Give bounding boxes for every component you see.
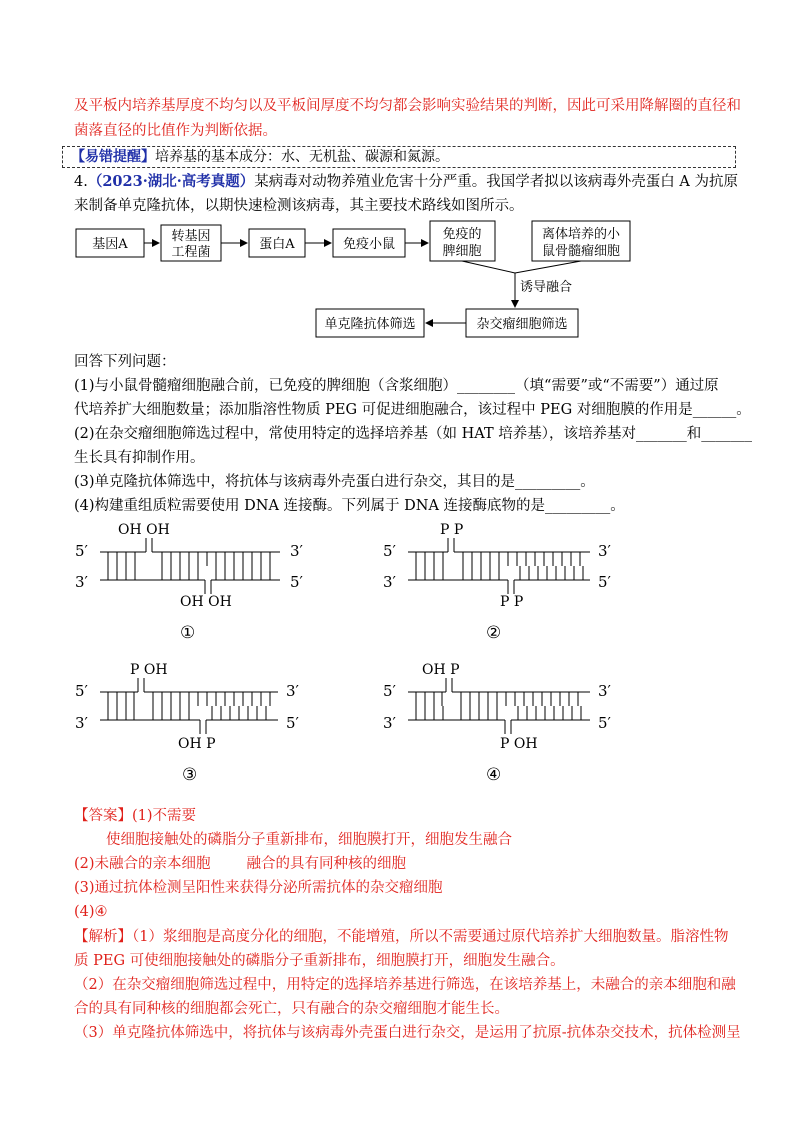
question-stem-1: 某病毒对动物养殖业危害十分严重。我国学者拟以该病毒外壳蛋白 A 为抗原 — [254, 174, 738, 190]
answer-2b: 融合的具有同种核的细胞 — [246, 856, 407, 872]
error-tip-text: 培养基的基本成分：水、无机盐、碳源和氮源。 — [155, 149, 449, 165]
label-engineered-2: 工程菌 — [171, 245, 211, 260]
analysis-1: （1）浆细胞是高度分化的细胞，不能增殖，所以不需要通过原代培养扩大细胞数量。脂溶性物 — [132, 929, 729, 945]
dna1-top-ends: OH OH — [118, 522, 170, 538]
question-prompt: 回答下列问题： — [74, 354, 176, 370]
question-2-line-2: 生长具有抑制作用。 — [74, 450, 205, 466]
analysis-line-4: 合的具有同种核的细胞都会死亡，只有融合的杂交瘤细胞才能生长。 — [74, 1001, 509, 1017]
label-induced-fusion: 诱导融合 — [520, 280, 573, 295]
question-2-line-1: (2)在杂交瘤细胞筛选过程中，常使用特定的选择培养基（如 HAT 培养基），该培养基对_______和_______ — [74, 426, 752, 442]
question-1-line-1: (1)与小鼠骨髓瘤细胞融合前，已免疫的脾细胞（含浆细胞）________（填“需要”或“不需要”）通过原 — [74, 378, 719, 394]
answer-tag: 【答案】 — [74, 808, 132, 824]
question-number: 4. — [74, 174, 88, 190]
dna-diagram-2 — [383, 522, 612, 643]
dna3-bottom-ends: OH P — [178, 736, 216, 752]
dna1-top-right-label: 3′ — [290, 542, 303, 560]
analysis-line-1 — [74, 927, 728, 947]
question-stem-line-1 — [74, 172, 738, 192]
dna3-bottom-right-label: 5′ — [286, 714, 299, 732]
dna2-bottom-right-label: 5′ — [598, 573, 611, 591]
label-spleen-2: 脾细胞 — [442, 244, 482, 259]
intro-line-2: 菌落直径的比值作为判断依据。 — [74, 123, 277, 139]
answer-2a: (2)未融合的亲本细胞 — [74, 856, 211, 872]
question-3: (3)单克隆抗体筛选中，将抗体与该病毒外壳蛋白进行杂交，其目的是_________。 — [74, 474, 595, 490]
question-1-line-2: 代培养扩大细胞数量；添加脂溶性物质 PEG 可促进细胞融合，该过程中 PEG 对细胞膜的作用是______。 — [74, 402, 751, 418]
dna4-top-ends: OH P — [422, 662, 460, 678]
dna4-top-left-label: 5′ — [383, 682, 396, 700]
label-myeloma-1: 离体培养的小 — [541, 227, 621, 242]
analysis-tag: 【解析】 — [74, 929, 132, 945]
label-engineered-1: 转基因 — [171, 229, 211, 244]
answer-1b: 使细胞接触处的磷脂分子重新排布，细胞膜打开，细胞发生融合 — [106, 832, 512, 848]
dna4-base-pair-ticks — [416, 692, 581, 720]
dna3-top-left-label: 5′ — [75, 682, 88, 700]
answer-line-2 — [74, 854, 406, 874]
dna-diagram-1 — [75, 522, 304, 643]
label-immunized-mouse: 免疫小鼠 — [342, 237, 396, 252]
dna3-top-ends: P OH — [130, 662, 168, 678]
dna2-option-number: ② — [486, 623, 502, 643]
question-source: （2023·湖北·高考真题） — [87, 173, 255, 190]
dna1-bottom-ends: OH OH — [180, 594, 232, 610]
answer-4: (4)④ — [74, 904, 108, 920]
dna4-bottom-ends: P OH — [500, 736, 538, 752]
label-mab: 单克隆抗体筛选 — [324, 317, 416, 332]
dna3-bottom-left-label: 3′ — [75, 714, 88, 732]
dna4-option-number: ④ — [486, 765, 502, 785]
dna4-top-right-label: 3′ — [598, 682, 611, 700]
answer-1: (1)不需要 — [132, 808, 197, 824]
error-tip-content — [71, 148, 449, 166]
dna3-option-number: ③ — [182, 765, 198, 785]
label-spleen-1: 免疫的 — [442, 227, 482, 242]
dna2-base-pair-ticks — [416, 552, 583, 580]
dna2-top-left-label: 5′ — [383, 542, 396, 560]
flowchart-diagram — [0, 215, 800, 345]
dna-diagram-3 — [75, 662, 300, 785]
dna-options-diagram — [0, 510, 800, 800]
analysis-line-2: 质 PEG 可使细胞接触处的磷脂分子重新排布，细胞膜打开，细胞发生融合。 — [74, 953, 565, 969]
question-4: (4)构建重组质粒需要使用 DNA 连接酶。下列属于 DNA 连接酶底物的是_________。 — [74, 498, 625, 514]
dna2-top-ends: P P — [440, 522, 464, 538]
dna1-bottom-left-label: 3′ — [75, 573, 88, 591]
dna1-option-number: ① — [180, 623, 196, 643]
dna1-base-pair-ticks — [108, 552, 270, 580]
label-myeloma-2: 鼠骨髓瘤细胞 — [541, 244, 621, 259]
dna3-top-right-label: 3′ — [286, 682, 299, 700]
dna-diagram-4 — [383, 662, 612, 785]
dna2-top-right-label: 3′ — [598, 542, 611, 560]
dna1-bottom-right-label: 5′ — [290, 573, 303, 591]
dna2-bottom-left-label: 3′ — [383, 573, 396, 591]
error-tip-box — [62, 146, 736, 168]
intro-line-1: 及平板内培养基厚度不均匀以及平板间厚度不均匀都会影响实验结果的判断，因此可采用降解圈的直径和 — [74, 98, 741, 114]
label-gene-a: 基因A — [92, 237, 128, 252]
question-stem-line-2: 来制备单克隆抗体，以期快速检测该病毒，其主要技术路线如图所示。 — [74, 198, 524, 214]
dna1-top-left-label: 5′ — [75, 542, 88, 560]
label-hybridoma: 杂交瘤细胞筛选 — [476, 317, 568, 332]
label-protein-a: 蛋白A — [259, 237, 295, 252]
dna4-bottom-right-label: 5′ — [598, 714, 611, 732]
answer-3: (3)通过抗体检测呈阳性来获得分泌所需抗体的杂交瘤细胞 — [74, 880, 443, 896]
analysis-line-5: （3）单克隆抗体筛选中，将抗体与该病毒外壳蛋白进行杂交，是运用了抗原-抗体杂交技术，抗体检测呈 — [74, 1025, 741, 1041]
answer-line-1 — [74, 806, 196, 826]
dna4-bottom-left-label: 3′ — [383, 714, 396, 732]
analysis-line-3: （2）在杂交瘤细胞筛选过程中，用特定的选择培养基进行筛选，在该培养基上，未融合的亲本细胞和融 — [74, 977, 736, 993]
dna3-base-pair-ticks — [108, 692, 270, 720]
error-tip-tag: 【易错提醒】 — [71, 149, 155, 165]
dna2-bottom-ends: P P — [500, 594, 524, 610]
